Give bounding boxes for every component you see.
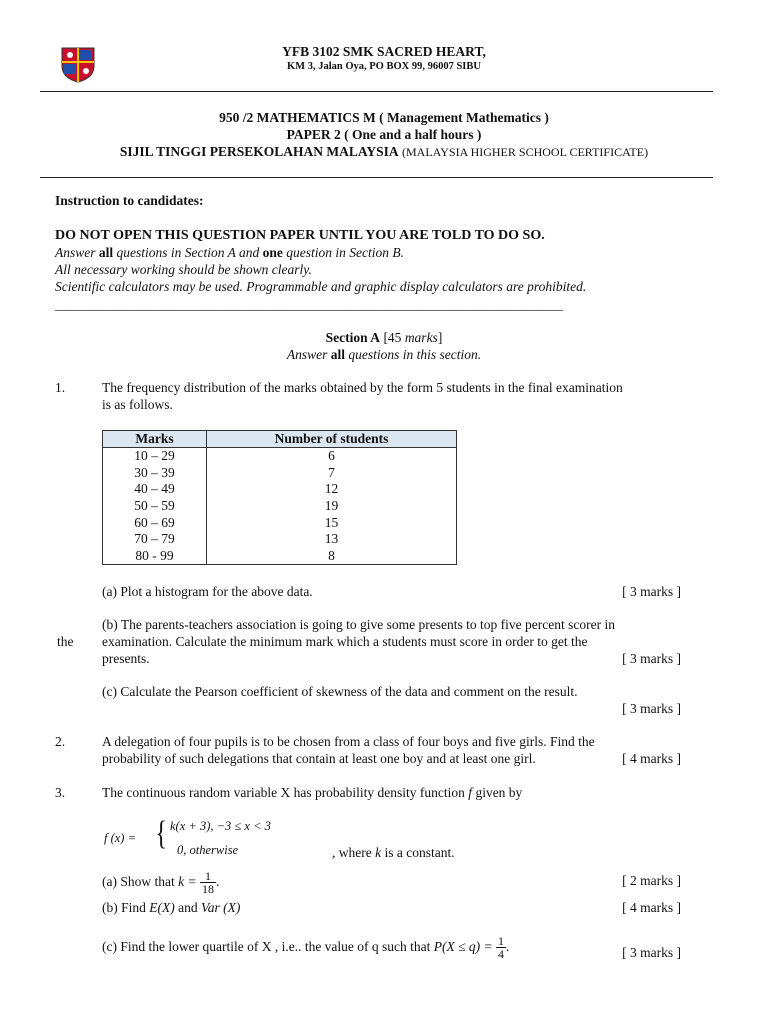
- table-cell: 7: [328, 464, 335, 480]
- instructions-underline: ______________________________________________________________________________________: [55, 297, 563, 312]
- table-header-row: [103, 431, 457, 448]
- text: questions in this section.: [345, 347, 482, 362]
- q1-part-b-the: the: [57, 634, 74, 649]
- table-cell: 50 – 59: [103, 498, 207, 515]
- table-row: [103, 448, 457, 465]
- table-row: [103, 481, 457, 498]
- table-cell: 60 – 69: [103, 514, 207, 531]
- q3-fx-label: f (x) =: [104, 831, 137, 845]
- q3-part-a: [102, 867, 219, 897]
- q3-case-1: k(x + 3), −3 ≤ x < 3: [170, 819, 271, 833]
- q3-part-a-marks: [ 2 marks ]: [622, 873, 681, 888]
- table-row: [103, 514, 457, 531]
- instructions-heading: Instruction to candidates:: [55, 193, 204, 208]
- table-row: [103, 548, 457, 565]
- text: .: [215, 874, 220, 889]
- q2-text-2: probability of such delegations that contain at least one boy and at least one girl.: [102, 751, 536, 766]
- table-cell: 80 - 99: [103, 548, 207, 565]
- table-cell: 40 – 49: [103, 481, 207, 498]
- school-name: YFB 3102 SMK SACRED HEART,: [282, 44, 486, 59]
- q1-number: 1.: [55, 380, 66, 395]
- header-divider: [40, 91, 713, 92]
- table-row: [103, 498, 457, 515]
- text-bold: all: [330, 347, 345, 362]
- table-cell: 8: [328, 547, 335, 563]
- frequency-table: [102, 430, 457, 565]
- q1-text-2: is as follows.: [102, 397, 173, 412]
- text: Answer: [55, 245, 99, 260]
- table-cell: 13: [324, 531, 339, 547]
- section-a-title: [0, 330, 768, 346]
- q1-part-a-marks: [ 3 marks ]: [622, 584, 681, 599]
- text-italic: f: [468, 785, 473, 800]
- text: is a constant.: [381, 845, 455, 860]
- text-bold: Section A: [325, 330, 381, 345]
- q1-part-b-2: examination. Calculate the minimum mark which a students must score in order to get the: [102, 634, 588, 649]
- text-bold: all: [98, 245, 114, 260]
- piecewise-brace-icon: {: [155, 815, 167, 852]
- instructions-line-1: [55, 245, 404, 261]
- table-cell: 19: [324, 498, 339, 514]
- text: The continuous random variable X has probability density function: [102, 785, 469, 800]
- table-cell: 30 – 39: [103, 465, 207, 482]
- text-italic: k =: [178, 874, 197, 889]
- text: and: [174, 900, 201, 915]
- q2-marks: [ 4 marks ]: [622, 751, 681, 766]
- column-header-students: Number of students: [207, 431, 457, 448]
- text: given by: [472, 785, 523, 800]
- text-italic: E(X): [149, 900, 175, 915]
- q3-case-2: 0, otherwise: [177, 843, 239, 857]
- q1-part-b-marks: [ 3 marks ]: [622, 651, 681, 666]
- q1-text-1: The frequency distribution of the marks obtained by the form 5 students in the final examination: [102, 380, 623, 395]
- table-row: [103, 531, 457, 548]
- q3-part-c: [102, 932, 509, 962]
- text-italic: k: [375, 845, 382, 860]
- instructions-line-3: Scientific calculators may be used. Programmable and graphic display calculators are prohibited.: [55, 279, 587, 294]
- q3-part-c-marks: [ 3 marks ]: [622, 945, 681, 960]
- text: questions in Section A and: [113, 245, 263, 260]
- table-cell: 6: [328, 448, 335, 464]
- text-italic: Var (X): [200, 900, 241, 915]
- fraction-numerator: 1: [200, 870, 216, 883]
- q3-text: [102, 785, 522, 801]
- text: [45: [380, 330, 405, 345]
- q2-number: 2.: [55, 734, 66, 749]
- school-address: KM 3, Jalan Oya, PO BOX 99, 96007 SIBU: [287, 61, 481, 72]
- fraction-denominator: 4: [498, 947, 505, 962]
- text: (a) Show that: [102, 874, 179, 889]
- q3-part-b-marks: [ 4 marks ]: [622, 900, 681, 915]
- table-row: [103, 465, 457, 482]
- paper-code: 950 /2 MATHEMATICS M ( Management Mathematics ): [219, 110, 549, 125]
- fraction-denominator: 18: [201, 882, 214, 897]
- fraction: [496, 935, 506, 960]
- table-cell: 10 – 29: [103, 448, 207, 465]
- text: ]: [437, 330, 443, 345]
- exam-name-bold: SIJIL TINGGI PERSEKOLAHAN MALAYSIA: [119, 144, 399, 159]
- q3-part-b: [102, 900, 240, 916]
- paper-title: PAPER 2 ( One and a half hours ): [286, 127, 482, 142]
- table-cell: 15: [324, 514, 339, 530]
- q1-part-b-3: presents.: [102, 651, 150, 666]
- q2-text-1: A delegation of four pupils is to be chosen from a class of four boys and five girls. Find the: [102, 734, 595, 749]
- instructions-line-2: All necessary working should be shown clearly.: [55, 262, 312, 277]
- text: Answer: [286, 347, 331, 362]
- text: question in Section B.: [282, 245, 404, 260]
- q3-number: 3.: [55, 785, 66, 800]
- text-italic: P(X ≤ q) =: [433, 939, 493, 954]
- exam-name-english: (MALAYSIA HIGHER SCHOOL CERTIFICATE): [402, 145, 649, 159]
- q1-part-c: (c) Calculate the Pearson coefficient of skewness of the data and comment on the result.: [102, 684, 578, 699]
- section-a-subtitle: [0, 347, 768, 363]
- text: , where: [332, 845, 376, 860]
- q3-where: [332, 845, 455, 861]
- q1-part-b-1: (b) The parents-teachers association is going to give some presents to top five percent scorer in: [102, 617, 615, 632]
- exam-name: [0, 144, 768, 160]
- text-italic: marks: [404, 330, 438, 345]
- table-cell: 12: [324, 481, 339, 497]
- q1-part-c-marks: [ 3 marks ]: [622, 701, 681, 716]
- text: (b) Find: [102, 900, 150, 915]
- text: (c) Find the lower quartile of X , i.e.. the value of q such that: [102, 939, 434, 954]
- instructions-warning: DO NOT OPEN THIS QUESTION PAPER UNTIL YOU ARE TOLD TO DO SO.: [55, 228, 545, 243]
- table-cell: 70 – 79: [103, 531, 207, 548]
- fraction: [200, 870, 216, 895]
- text: .: [506, 939, 510, 954]
- fraction-numerator: 1: [498, 934, 505, 949]
- text-bold: one: [262, 245, 283, 260]
- column-header-marks: Marks: [103, 431, 207, 448]
- q1-part-a: (a) Plot a histogram for the above data.: [102, 584, 313, 599]
- header-divider-2: [40, 177, 713, 178]
